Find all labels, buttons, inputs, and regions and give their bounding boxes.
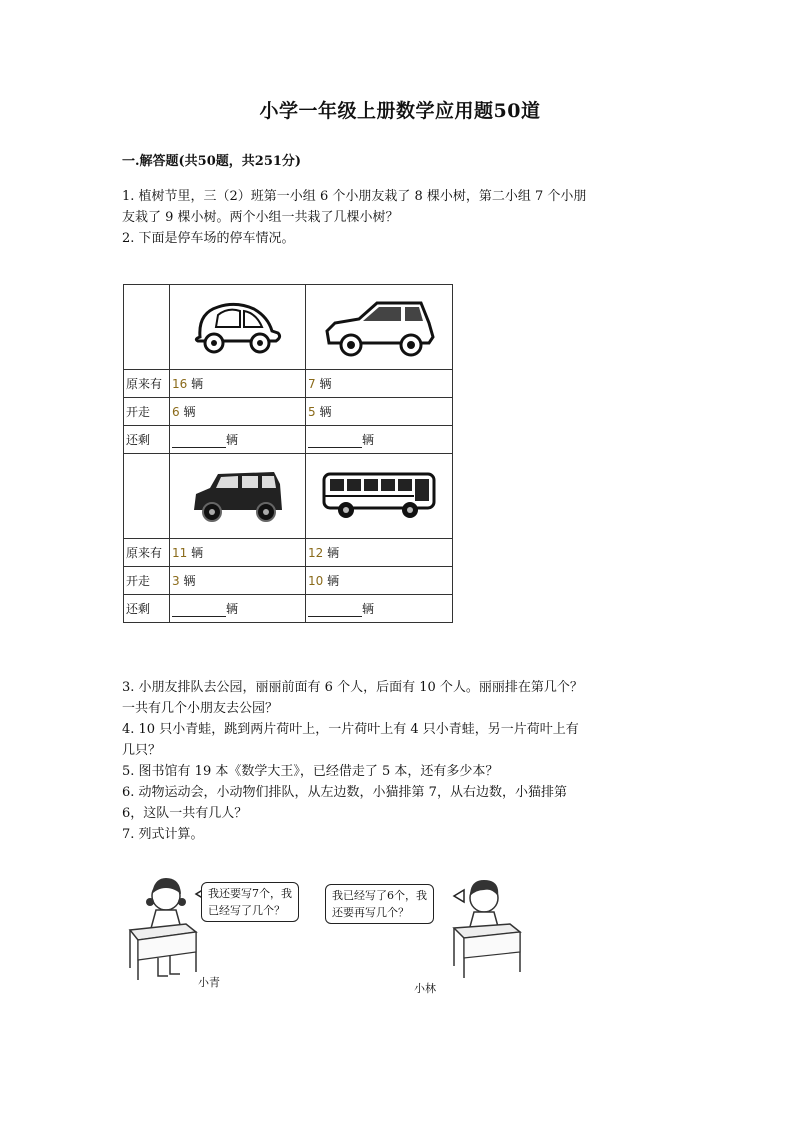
- row-label-left: 开走: [124, 567, 170, 595]
- suv-car-icon: [306, 285, 453, 370]
- block1-col1-left-value: 6: [172, 405, 180, 419]
- table-corner: [124, 285, 170, 370]
- row-label-original: 原来有: [124, 539, 170, 567]
- girl-bubble-line-1: 我还要写7个，我: [208, 887, 292, 900]
- q7-scene: [124, 868, 528, 1000]
- block2-col1-original: [170, 539, 306, 567]
- unit-label: 辆: [183, 405, 196, 419]
- block2-col2-original: [306, 539, 453, 567]
- question-5-text: 5. 图书馆有 19 本《数学大王》，已经借走了 5 本，还有多少本？: [122, 764, 499, 779]
- block2-col1-left-value: 3: [172, 574, 180, 588]
- block2-col1-remaining: [170, 595, 306, 623]
- unit-label: 辆: [319, 405, 332, 419]
- block1-col2-original-value: 7: [308, 377, 316, 391]
- row-label-original: 原来有: [124, 370, 170, 398]
- section-heading: 一.解答题(共50题，共251分): [122, 154, 302, 169]
- question-1-line-1: 1. 植树节里，三（2）班第一小组 6 个小朋友栽了 8 棵小树，第二小组 7 个小朋: [122, 189, 587, 204]
- desk-icon: [454, 924, 520, 978]
- boy-speech-bubble: [325, 884, 434, 924]
- block2-col1-left: [170, 567, 306, 595]
- unit-label: 辆: [183, 574, 196, 588]
- bus-icon: [306, 454, 453, 539]
- question-3-line-1: 3. 小朋友排队去公园，丽丽前面有 6 个人，后面有 10 个人。丽丽排在第几个？: [122, 680, 583, 695]
- block2-col2-remaining: [306, 595, 453, 623]
- question-4-line-1: 4. 10 只小青蛙，跳到两片荷叶上，一片荷叶上有 4 只小青蛙，另一片荷叶上有: [122, 722, 579, 737]
- question-2: [122, 228, 682, 249]
- unit-label: 辆: [191, 377, 204, 391]
- row-label-remaining: 还剩: [124, 595, 170, 623]
- beetle-car-icon: [170, 285, 306, 370]
- block2-col2-original-value: 12: [308, 546, 324, 560]
- question-4: [122, 719, 682, 761]
- block1-col2-remaining: [306, 426, 453, 454]
- block1-col2-original: [306, 370, 453, 398]
- block1-col1-original-value: 16: [172, 377, 188, 391]
- table-corner: [124, 454, 170, 539]
- answer-blank[interactable]: [172, 434, 226, 448]
- page-title: 小学一年级上册数学应用题50道: [259, 100, 541, 122]
- girl-speech-bubble: [201, 882, 299, 922]
- boy-name: 小林: [414, 982, 436, 995]
- block1-col1-original: [170, 370, 306, 398]
- question-6-line-1: 6. 动物运动会，小动物们排队，从左边数，小猫排第 7，从右边数，小猫排第: [122, 785, 567, 800]
- question-2-text: 2. 下面是停车场的停车情况。: [122, 231, 295, 246]
- row-label-left: 开走: [124, 398, 170, 426]
- unit-label: 辆: [226, 602, 239, 616]
- desk-icon: [130, 924, 196, 980]
- block1-col2-left-value: 5: [308, 405, 316, 419]
- boy-bubble-line-2: 还要再写几个？: [332, 906, 409, 919]
- question-6-line-2: 6，这队一共有几人？: [122, 806, 248, 821]
- unit-label: 辆: [319, 377, 332, 391]
- block1-col1-remaining: [170, 426, 306, 454]
- question-4-line-2: 几只？: [122, 743, 162, 758]
- minivan-icon: [170, 454, 306, 539]
- answer-blank[interactable]: [308, 603, 362, 617]
- girl-bubble-line-2: 已经写了几个？: [208, 904, 285, 917]
- row-label-remaining: 还剩: [124, 426, 170, 454]
- question-3-line-2: 一共有几个小朋友去公园？: [122, 701, 279, 716]
- unit-label: 辆: [362, 602, 375, 616]
- block1-col2-left: [306, 398, 453, 426]
- question-1: [122, 186, 682, 228]
- girl-name: 小青: [198, 976, 220, 989]
- boy-bubble-line-1: 我已经写了6个，我: [332, 889, 427, 902]
- unit-label: 辆: [226, 433, 239, 447]
- block1-col1-left: [170, 398, 306, 426]
- block2-col2-left-value: 10: [308, 574, 324, 588]
- question-7-text: 7. 列式计算。: [122, 827, 204, 842]
- parking-table: [123, 284, 453, 623]
- question-6: [122, 782, 682, 824]
- question-7: [122, 824, 682, 845]
- answer-blank[interactable]: [308, 434, 362, 448]
- question-5: [122, 761, 682, 782]
- unit-label: 辆: [327, 574, 340, 588]
- block2-col1-original-value: 11: [172, 546, 188, 560]
- question-1-line-2: 友栽了 9 棵小树。两个小组一共栽了几棵小树？: [122, 210, 399, 225]
- answer-blank[interactable]: [172, 603, 226, 617]
- unit-label: 辆: [191, 546, 204, 560]
- unit-label: 辆: [327, 546, 340, 560]
- block2-col2-left: [306, 567, 453, 595]
- question-3: [122, 677, 682, 719]
- unit-label: 辆: [362, 433, 375, 447]
